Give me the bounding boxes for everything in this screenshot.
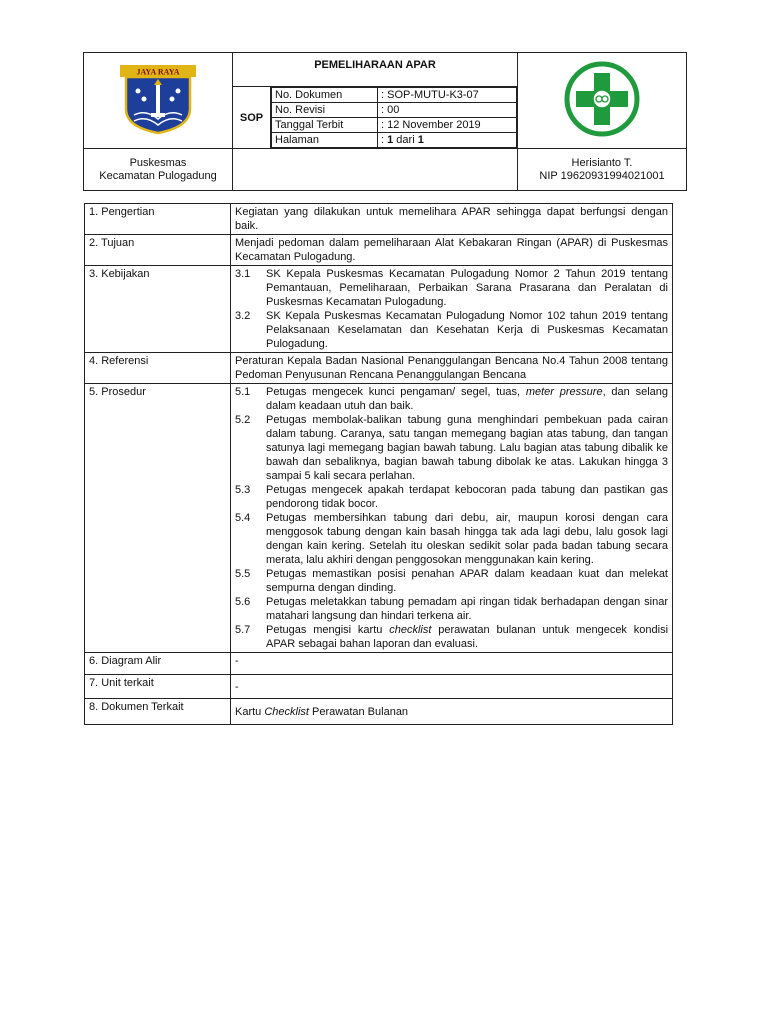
document-title: PEMELIHARAAN APAR [233, 53, 518, 87]
row-unit [85, 675, 673, 699]
item-number: 3.2 [235, 310, 251, 322]
section-label: 8. Dokumen Terkait [85, 699, 231, 725]
item-text [266, 623, 668, 651]
meta-label: Halaman [272, 133, 378, 148]
svg-text:JAYA RAYA: JAYA RAYA [136, 67, 180, 77]
meta-label: No. Revisi [272, 103, 378, 118]
section-label: 3. Kebijakan [85, 266, 231, 353]
org-name: Puskesmas [129, 156, 187, 169]
meta-value [378, 133, 517, 148]
meta-value: : 00 [378, 103, 517, 118]
item-text-part: Petugas mengisi kartu [266, 624, 390, 636]
section-items [231, 266, 673, 353]
item-text: SK Kepala Puskesmas Kecamatan Pulogadung Nomor 2 Tahun 2019 tentang Pemantauan, Pemeliharaan, Perbaikan Sarana Prasarana dan Peralatan di Puskesmas Kecamatan Pulogadung. [266, 268, 668, 308]
section-text: Menjadi pedoman dalam pemeliharaan Alat Kebakaran Ringan (APAR) di Puskesmas Kecamatan Pulogadung. [231, 235, 673, 266]
section-text: Kegiatan yang dilakukan untuk memelihara APAR sehingga dapat berfungsi dengan baik. [231, 204, 673, 235]
item-text-part: , dan selang dalam keadaan utuh dan baik. [266, 386, 668, 412]
item-number: 5.2 [235, 414, 251, 426]
item-number: 3.1 [235, 268, 251, 280]
page-prefix: : [381, 134, 388, 146]
item-number: 5.4 [235, 512, 251, 524]
meta-label: Tanggal Terbit [272, 118, 378, 133]
meta-cell [271, 87, 518, 149]
section-label: 4. Referensi [85, 353, 231, 384]
health-logo-cell [518, 53, 687, 149]
list-item [235, 567, 668, 595]
list-item [235, 267, 668, 309]
section-label: 5. Prosedur [85, 384, 231, 653]
section-text [231, 699, 673, 725]
meta-value: : 12 November 2019 [378, 118, 517, 133]
row-tujuan [85, 235, 673, 266]
list-item [235, 595, 668, 623]
section-text: - [231, 653, 673, 675]
meta-value: : SOP-MUTU-K3-07 [378, 88, 517, 103]
text-italic: Checklist [264, 705, 309, 718]
item-number: 5.7 [235, 624, 251, 636]
text-part: Kartu [235, 705, 265, 718]
signer-nip: NIP 19620931994021001 [539, 169, 665, 182]
green-cross-icon [562, 59, 642, 139]
page-total: 1 [417, 134, 424, 146]
signer-name: Herisianto T. [571, 156, 633, 169]
section-label: 2. Tujuan [85, 235, 231, 266]
row-pengertian [85, 204, 673, 235]
page-number: 1 [387, 134, 394, 146]
section-label: 1. Pengertian [85, 204, 231, 235]
blank-cell [233, 149, 518, 191]
item-text: Petugas mengecek apakah terdapat kebocoran pada tabung dan pastikan gas pendorong tidak bocor. [266, 484, 668, 510]
list-item [235, 511, 668, 567]
text-part: Perawatan Bulanan [308, 705, 409, 718]
section-text: - [231, 675, 673, 699]
sop-label: SOP [233, 87, 271, 149]
row-referensi [85, 353, 673, 384]
row-prosedur [85, 384, 673, 653]
row-kebijakan [85, 266, 673, 353]
list-item [235, 623, 668, 651]
list-item [235, 309, 668, 351]
meta-label: No. Dokumen [272, 88, 378, 103]
item-text: Petugas membolak-balikan tabung guna menghindari pembekuan pada cairan dalam tabung. Caranya, satu tangan memegang bagian atas tabung, dan tangan satunya lagi memegang bagian bawah tabung. Lalu bagian atas tabung dibalik ke bawah dan sebaliknya, bagian bawah tabung dibolak ke atas. Lakukan hingga 3 sampai 5 kali secara perlahan. [266, 414, 668, 482]
sop-header [83, 52, 687, 191]
item-number: 5.3 [235, 484, 251, 496]
meta-table [271, 87, 517, 148]
logo-cell [84, 53, 233, 149]
section-items [231, 384, 673, 653]
signer-cell [518, 149, 687, 191]
item-text-part: Petugas mengecek kunci pengaman/ segel, tuas, [266, 386, 526, 398]
item-text-italic: checklist [389, 624, 432, 636]
item-number: 5.6 [235, 596, 251, 608]
item-text: SK Kepala Puskesmas Kecamatan Pulogadung Nomor 102 tahun 2019 tentang Pelaksanaan Keselamatan dan Kesehatan Kerja di Puskesmas Kecamatan Pulogadung. [266, 310, 668, 350]
item-text-italic: meter pressure [525, 386, 603, 398]
item-text-part: perawatan bulanan untuk mengecek kondisi APAR sebagai bahan laporan dan evaluasi. [266, 624, 669, 650]
row-dokumen [85, 699, 673, 725]
list-item [235, 483, 668, 511]
org-cell [84, 149, 233, 191]
item-text [266, 385, 668, 413]
item-number: 5.5 [235, 568, 251, 580]
row-diagram [85, 653, 673, 675]
sop-content-table [84, 203, 673, 725]
item-number: 5.1 [235, 386, 251, 398]
list-item [235, 413, 668, 483]
list-item [235, 385, 668, 413]
jaya-raya-logo [118, 63, 198, 135]
section-text: Peraturan Kepala Badan Nasional Penanggulangan Bencana No.4 Tahun 2008 tentang Pedoman Penyusunan Rencana Penanggulangan Bencana [231, 353, 673, 384]
section-label: 7. Unit terkait [85, 675, 231, 699]
item-text: Petugas memastikan posisi penahan APAR dalam keadaan kuat dan melekat sempurna dengan dinding. [266, 568, 668, 594]
section-label: 6. Diagram Alir [85, 653, 231, 675]
page-of: dari [393, 134, 418, 146]
item-text: Petugas membersihkan tabung dari debu, air, maupun korosi dengan cara menggosok tabung dengan kain basah hingga tak ada lagi debu, lalu gosok lagi dengan kain kering. Setelah itu oleskan sedikit solar pada badan tabung secara merata, lalu akhiri dengan penggosokan menggunakan kain kering. [266, 512, 668, 566]
item-text: Petugas meletakkan tabung pemadam api ringan tidak berhadapan dengan sinar matahari langsung dan hindari terkena air. [266, 596, 668, 622]
org-district: Kecamatan Pulogadung [99, 169, 217, 182]
